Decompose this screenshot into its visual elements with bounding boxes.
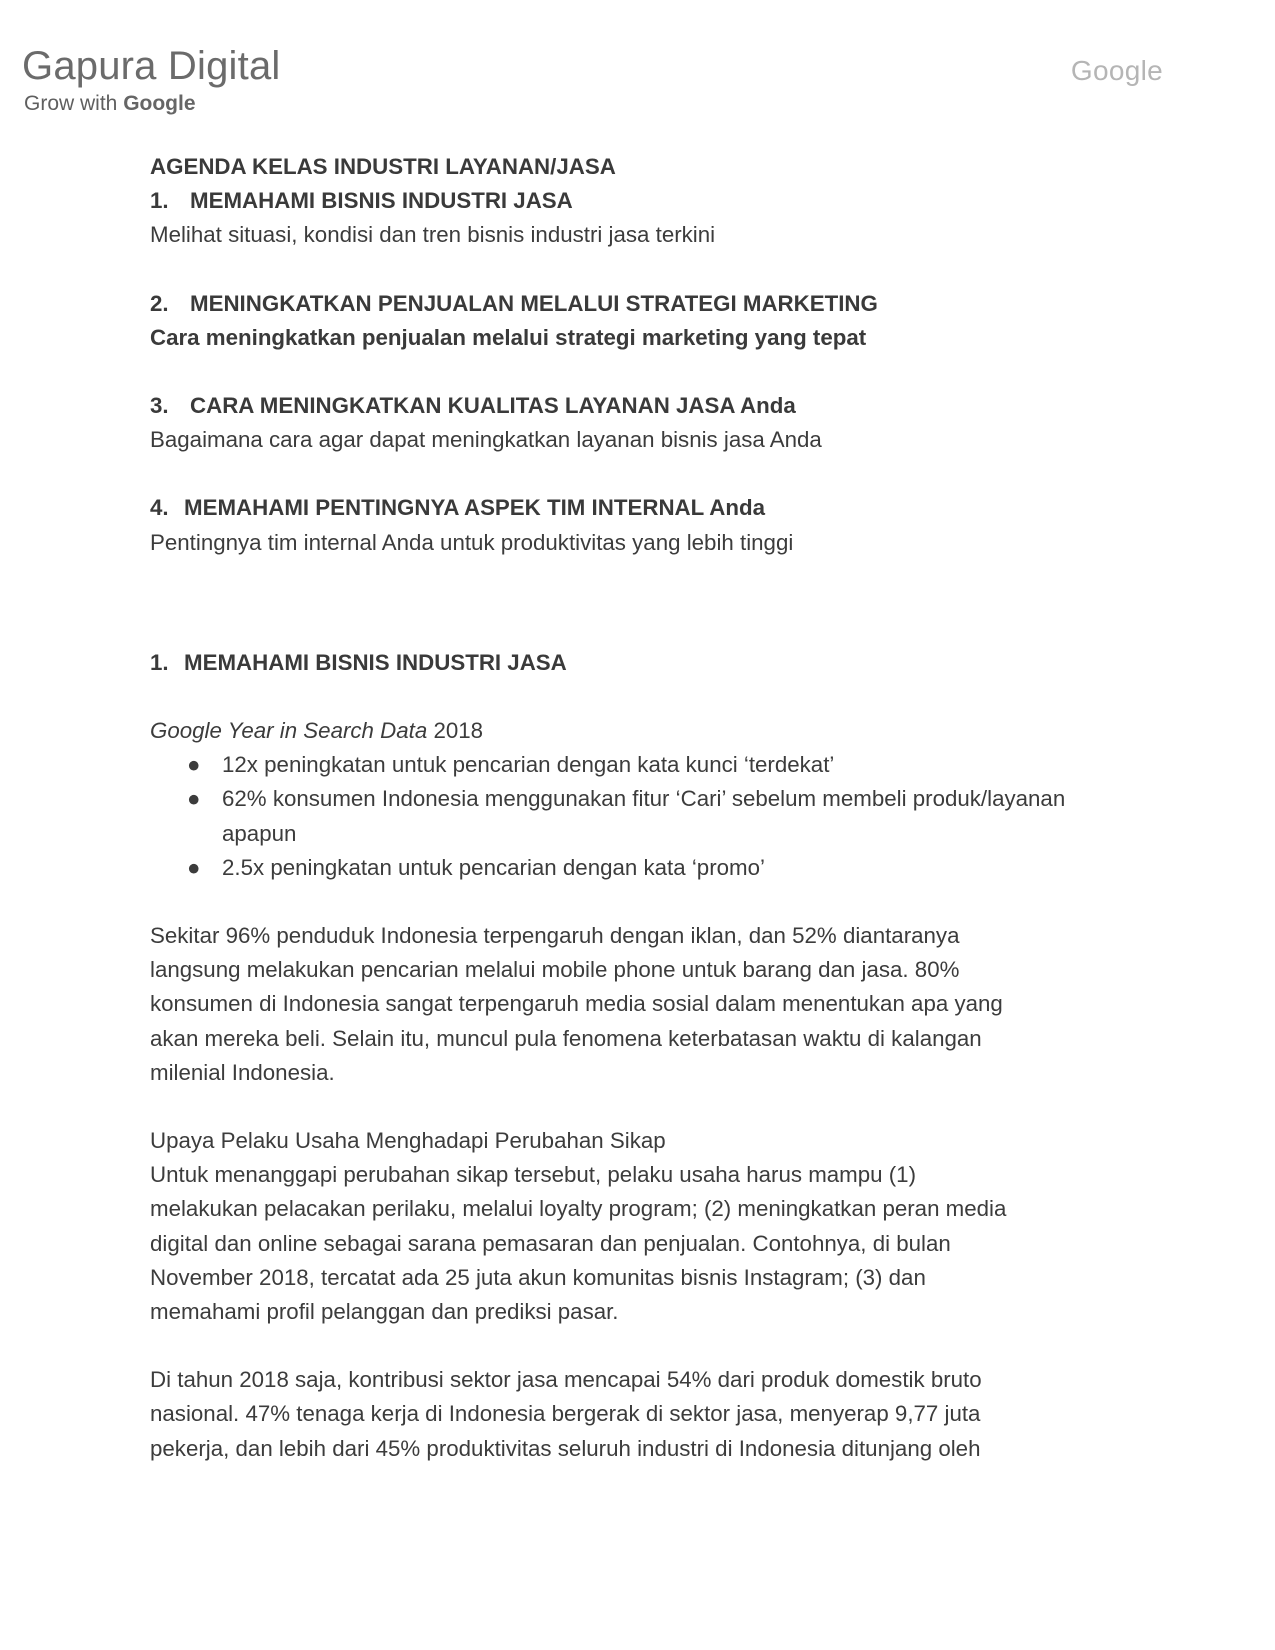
google-logo: Google [1070,55,1163,86]
paragraph-service-sector [150,1363,1110,1466]
agenda-item-1-number: 1. [150,188,169,214]
agenda-item-2-description: Cara meningkatkan penjualan melalui strategi marketing yang tepat [150,324,867,350]
paragraph-line: langsung melakukan pencarian melalui mobile phone untuk barang dan jasa. 80% [150,957,960,983]
brand-logo [22,42,280,117]
brand-subtitle-prefix: Grow with [24,92,124,115]
agenda-item-1-heading-text: MEMAHAMI BISNIS INDUSTRI JASA [190,188,573,214]
paragraph-line: konsumen di Indonesia sangat terpengaruh media sosial dalam menentukan apa yang [150,991,1003,1017]
subheading: Upaya Pelaku Usaha Menghadapi Perubahan Sikap [150,1128,666,1154]
list-item [150,782,1110,850]
brand-title: Gapura Digital [22,44,281,88]
agenda-item-3-heading [150,389,1110,423]
agenda-item-4-description: Pentingnya tim internal Anda untuk produktivitas yang lebih tinggi [150,529,794,555]
paragraph-line: nasional. 47% tenaga kerja di Indonesia bergerak di sektor jasa, menyerap 9,77 juta [150,1401,981,1427]
list-item-text: 12x peningkatan untuk pencarian dengan kata kunci ‘terdekat’ [222,752,835,778]
paragraph-line: Sekitar 96% penduduk Indonesia terpengaruh dengan iklan, dan 52% diantaranya [150,923,960,949]
section-heading [150,646,1110,680]
paragraph-business-efforts [150,1158,1110,1329]
paragraph-line: melakukan pelacakan perilaku, melalui loyalty program; (2) meningkatkan peran media [150,1196,1007,1222]
agenda-item-4-number: 4. [150,495,169,521]
paragraph-line: memahami profil pelanggan dan prediksi pasar. [150,1299,619,1325]
section-number: 1. [150,649,169,675]
agenda-item-3-number: 3. [150,393,169,419]
paragraph-line: pekerja, dan lebih dari 45% produktivitas seluruh industri di Indonesia ditunjang oleh [150,1435,981,1461]
search-data-list [150,748,1110,885]
agenda-item-2-number: 2. [150,290,169,316]
paragraph-line: November 2018, tercatat ada 25 juta akun komunitas bisnis Instagram; (3) dan [150,1264,926,1290]
bullet-icon: ● [187,752,201,778]
list-item [150,748,1110,782]
search-data-italic: Google Year in Search Data [150,718,428,744]
document-body [150,150,1110,1466]
agenda-item-3-heading-text: CARA MENINGKATKAN KUALITAS LAYANAN JASA Anda [190,393,796,419]
agenda-item-1-description: Melihat situasi, kondisi dan tren bisnis industri jasa terkini [150,222,716,248]
paragraph-line: Di tahun 2018 saja, kontribusi sektor jasa mencapai 54% dari produk domestik bruto [150,1367,982,1393]
list-item-text: 2.5x peningkatan untuk pencarian dengan kata ‘promo’ [222,854,765,880]
list-item-text: 62% konsumen Indonesia menggunakan fitur ‘Cari’ sebelum membeli produk/layanan apapun [222,786,1066,846]
agenda-item-3-description: Bagaimana cara agar dapat meningkatkan layanan bisnis jasa Anda [150,427,822,453]
agenda-item-1-heading [150,184,1110,218]
agenda-item-4-heading [150,491,1110,525]
bullet-icon: ● [187,854,201,880]
brand-subtitle-google: Google [123,92,196,115]
paragraph-line: Untuk menanggapi perubahan sikap tersebut, pelaku usaha harus mampu (1) [150,1162,916,1188]
agenda-item-2-heading [150,287,1110,321]
paragraph-line: milenial Indonesia. [150,1059,335,1085]
paragraph-consumer-behavior [150,919,1110,1090]
list-item [150,851,1110,885]
search-data-title [150,714,1110,748]
agenda-title: AGENDA KELAS INDUSTRI LAYANAN/JASA [150,154,616,179]
section-heading-text: MEMAHAMI BISNIS INDUSTRI JASA [184,649,567,675]
bullet-icon: ● [187,786,201,812]
brand-subtitle [24,91,280,117]
search-data-year: 2018 [427,718,484,744]
agenda-item-2-heading-text: MENINGKATKAN PENJUALAN MELALUI STRATEGI MARKETING [190,290,878,316]
agenda-item-4-heading-text: MEMAHAMI PENTINGNYA ASPEK TIM INTERNAL Anda [184,495,765,521]
paragraph-line: akan mereka beli. Selain itu, muncul pula fenomena keterbatasan waktu di kalangan [150,1025,982,1051]
paragraph-line: digital dan online sebagai sarana pemasaran dan penjualan. Contohnya, di bulan [150,1230,951,1256]
